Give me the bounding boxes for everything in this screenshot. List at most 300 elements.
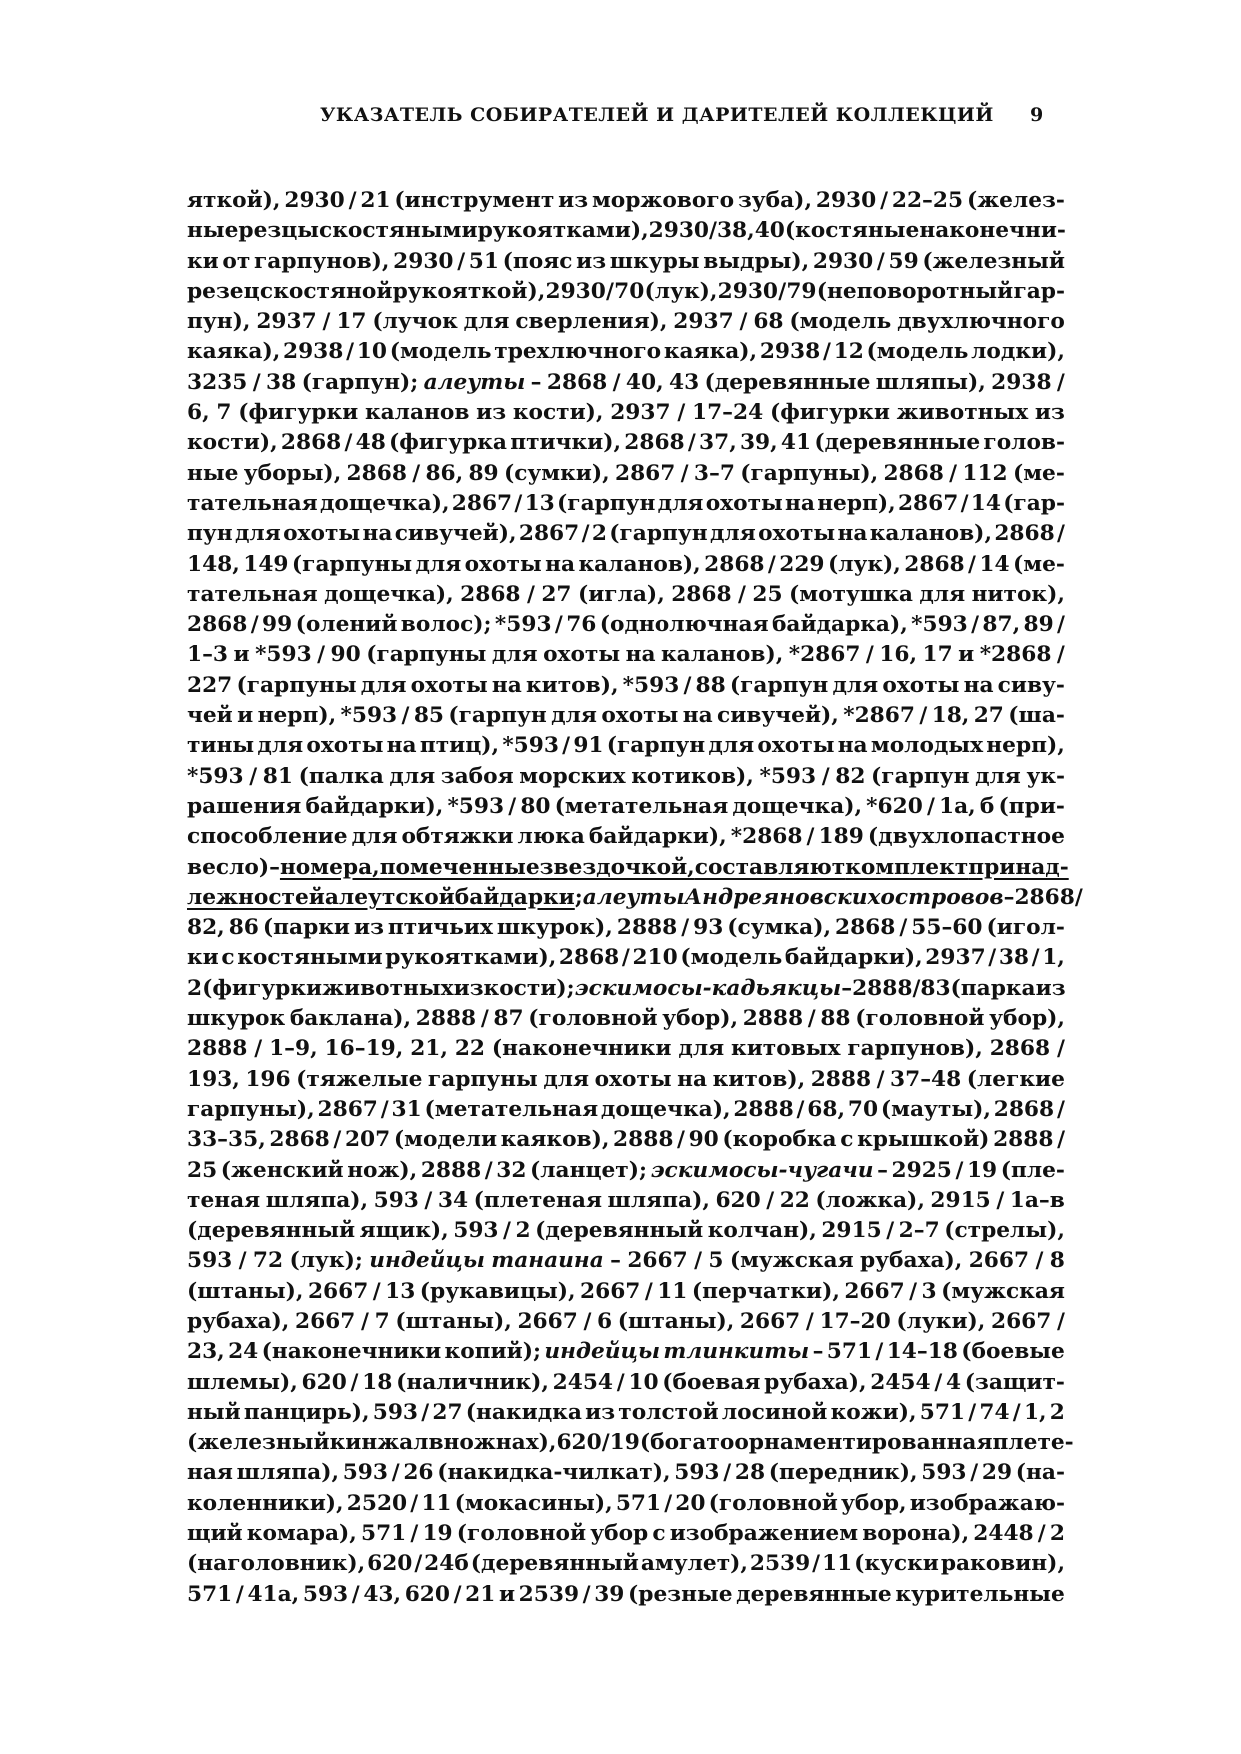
word: 2888: [616, 915, 678, 941]
word: сиву-: [997, 672, 1065, 698]
word: /: [412, 460, 421, 486]
word: *2867: [843, 703, 915, 729]
word: ук-: [1026, 763, 1065, 789]
word: 571: [826, 1339, 873, 1365]
text-line: [187, 368, 1065, 398]
word: 19: [422, 1521, 453, 1547]
word: на: [625, 642, 656, 668]
word: (гарпун: [448, 703, 547, 729]
text-line: [187, 1065, 1065, 1095]
word: сивучей),: [394, 521, 517, 547]
word: 2448: [973, 1521, 1034, 1547]
text-line: [187, 762, 1065, 792]
word: /: [899, 915, 908, 941]
text-line: [187, 671, 1065, 701]
word: для: [551, 703, 597, 729]
word: 7: [374, 1308, 390, 1334]
word: 89: [1023, 612, 1054, 638]
word: комара),: [246, 1521, 357, 1547]
word: на: [785, 490, 815, 516]
word: кости);: [483, 975, 575, 1001]
word: (гарпун: [871, 763, 970, 789]
word: птиц),: [419, 733, 500, 759]
word: кожи),: [830, 1399, 917, 1425]
word: волос);: [400, 612, 492, 638]
word: *593: [447, 793, 505, 819]
word: 18,: [931, 703, 970, 729]
word: (гарпун: [557, 490, 656, 516]
word: 2868: [624, 430, 685, 456]
word: 87: [493, 1006, 524, 1032]
word: /: [865, 642, 874, 668]
word: охоты: [283, 521, 361, 547]
word: (богато: [639, 1430, 735, 1456]
word: /: [621, 945, 630, 971]
word: /: [1056, 642, 1065, 668]
word: лежностей: [187, 884, 325, 910]
word: моржового: [591, 188, 735, 213]
word: 99: [262, 612, 293, 638]
word: шляпа),: [607, 1187, 710, 1213]
word: /: [723, 1460, 732, 1486]
word: /: [680, 460, 689, 486]
word: /: [1012, 1399, 1021, 1425]
word: 17–24: [691, 400, 764, 426]
word: 2667: [844, 1278, 905, 1304]
word: (пояс: [502, 248, 573, 274]
word: 3–7: [693, 460, 735, 486]
word: 2868: [835, 915, 896, 941]
word: дощечка),: [732, 793, 863, 819]
word: каланов),: [578, 551, 701, 577]
word: 1–9,: [269, 1036, 318, 1062]
word: 21: [465, 1581, 496, 1607]
word: /: [612, 369, 621, 395]
word: охоты: [601, 703, 679, 729]
text-line: [187, 1307, 1065, 1337]
word: 22: [454, 1036, 486, 1062]
word: /: [738, 581, 746, 607]
word: 37,: [699, 430, 737, 456]
word: из: [585, 1399, 616, 1425]
word: *593: [187, 763, 244, 789]
word: 2–7: [898, 1218, 940, 1244]
word: костяными: [332, 218, 478, 244]
word: охоты: [594, 1066, 672, 1092]
word: 2667: [580, 1278, 641, 1304]
word: (игол-: [986, 915, 1065, 941]
word: (женский: [220, 1157, 344, 1183]
text-line: [187, 1337, 1065, 1367]
word: 593: [373, 1187, 419, 1213]
word: курительные: [895, 1581, 1065, 1607]
word: байдарки),: [588, 824, 727, 850]
word: 12: [833, 339, 864, 365]
word: (мауты),: [880, 1096, 991, 1122]
word: /: [249, 763, 258, 789]
word: /: [503, 1218, 511, 1244]
word: /: [909, 1278, 918, 1304]
word: 2888: [415, 1006, 477, 1032]
word: животных: [322, 975, 454, 1001]
word: /: [805, 1308, 814, 1334]
word: (ланцет);: [529, 1157, 647, 1183]
word: 24: [228, 1339, 259, 1365]
word: рашения: [187, 793, 302, 819]
word: /: [949, 460, 958, 486]
word: /: [971, 612, 980, 638]
word: /: [880, 188, 889, 213]
word: (деревянный: [470, 1551, 639, 1577]
word: каланов),: [869, 521, 992, 547]
word: охоты: [757, 733, 835, 759]
word: /: [796, 1096, 805, 1122]
word: (ме-: [1012, 551, 1065, 577]
word: /: [1056, 369, 1065, 395]
word: 48: [355, 430, 386, 456]
word: толстой: [618, 1399, 719, 1425]
word: пун),: [187, 309, 251, 335]
word: (ме-: [1012, 460, 1065, 486]
word: /: [1056, 1036, 1065, 1062]
word: /: [1037, 1521, 1046, 1547]
word: (рукавицы),: [419, 1278, 576, 1304]
word: алеутской: [324, 884, 455, 910]
word: 2667: [990, 1308, 1052, 1334]
word: *2868: [730, 824, 803, 850]
word: из: [558, 188, 589, 213]
word: Андреяновских: [684, 884, 881, 910]
word: /: [955, 1157, 964, 1183]
word: 2937: [256, 309, 317, 335]
word: (наличник),: [396, 1369, 549, 1395]
text-line: [187, 943, 1065, 973]
word: каяка),: [663, 339, 758, 365]
word: 25: [752, 581, 783, 607]
word: 38: [266, 369, 297, 395]
word: /: [410, 1490, 419, 1516]
word: гарпунов),: [847, 1036, 983, 1062]
word: костяными: [237, 945, 383, 971]
text-line: [187, 307, 1065, 337]
word: /: [996, 1187, 1005, 1213]
text-line: [187, 1004, 1065, 1034]
text-line: [187, 1549, 1065, 1579]
word: 93: [693, 915, 724, 941]
word: индейцы: [369, 1248, 485, 1274]
word: 3: [921, 1278, 937, 1304]
word: комплект: [845, 854, 969, 880]
word: (стрелы),: [944, 1218, 1065, 1244]
text-line: [187, 610, 1065, 640]
text-line: [187, 974, 1065, 1004]
text-line: [187, 428, 1065, 458]
word: (гарпун: [606, 733, 706, 759]
word: 59: [888, 248, 919, 274]
word: (наконечники: [261, 1339, 442, 1365]
word: китов),: [525, 672, 619, 698]
word: рукояткой),: [392, 278, 546, 304]
word: 2937: [673, 309, 734, 335]
text-line: [187, 1458, 1065, 1488]
word: 18: [362, 1369, 393, 1395]
word: (гарпун: [729, 672, 829, 698]
word: 43,: [363, 1581, 402, 1607]
word: 90: [688, 1127, 719, 1153]
word: /: [677, 400, 686, 426]
word: 82,: [187, 915, 225, 941]
word: /: [912, 975, 921, 1001]
word: животных: [896, 400, 1029, 426]
word: изображаю-: [909, 1490, 1065, 1516]
word: кости),: [512, 400, 604, 426]
word: гарпунов),: [254, 248, 390, 274]
word: костяной: [273, 278, 393, 304]
word: для: [234, 521, 281, 547]
word: от: [222, 248, 251, 274]
word: охоты: [705, 490, 783, 516]
word: /: [677, 1127, 685, 1153]
word: 26: [403, 1460, 434, 1486]
word: дощечка),: [319, 490, 450, 516]
word: 1–3: [187, 642, 229, 668]
word: орнаментированная: [734, 1430, 993, 1456]
word: 2667: [517, 1308, 578, 1334]
word: 2868: [994, 521, 1055, 547]
word: танаина: [491, 1248, 604, 1274]
word: 10: [356, 339, 387, 365]
word: (мокасины),: [454, 1490, 613, 1516]
word: /: [739, 309, 748, 335]
word: 17: [336, 309, 367, 335]
word: 14: [970, 490, 1001, 516]
word: (головной: [528, 1006, 658, 1032]
word: *593: [502, 733, 559, 759]
word: 593: [453, 1218, 499, 1244]
text-line: [187, 1428, 1074, 1458]
word: /: [616, 1369, 625, 1395]
word: для: [708, 733, 755, 759]
word: /: [333, 1127, 342, 1153]
word: /: [606, 278, 614, 304]
word: охоты: [543, 642, 621, 668]
word: (железный: [187, 1430, 330, 1456]
word: (гарпуны: [366, 642, 487, 668]
word: /: [380, 1096, 389, 1122]
word: птички),: [510, 430, 622, 456]
word: 17: [922, 642, 953, 668]
word: шкурок: [187, 1006, 286, 1032]
word: (перчатки),: [691, 1278, 840, 1304]
word: 27: [973, 703, 1004, 729]
word: 620: [715, 1187, 761, 1213]
word: и: [958, 642, 975, 668]
word: шкуры: [609, 248, 700, 274]
word: уборы),: [243, 460, 342, 486]
word: убор),: [989, 1006, 1065, 1032]
text-line: [187, 216, 1065, 246]
word: байдарка),: [771, 612, 908, 638]
word: –: [530, 369, 542, 395]
word: 2938: [759, 339, 821, 365]
word: 5: [708, 1248, 724, 1274]
word: шляпы),: [875, 369, 986, 395]
word: 82: [835, 763, 866, 789]
word: 31: [391, 1096, 422, 1122]
word: на: [837, 733, 868, 759]
word: кинжал: [329, 1430, 429, 1456]
word: тлинкиты: [663, 1339, 810, 1365]
word: (двухлопастное: [867, 824, 1065, 850]
word: 2667: [295, 1308, 356, 1334]
word: (модель: [866, 339, 969, 365]
word: 620: [301, 1369, 347, 1395]
word: /: [968, 1399, 977, 1425]
text-line: [187, 1277, 1065, 1307]
word: /: [934, 1369, 943, 1395]
word: для: [975, 763, 1021, 789]
word: чей: [187, 703, 233, 729]
word: б: [979, 793, 995, 819]
word: 74: [979, 1399, 1010, 1425]
word: (легкие: [966, 1066, 1065, 1092]
word: морских: [519, 763, 626, 789]
word: и: [233, 642, 250, 668]
word: 193,: [187, 1066, 240, 1092]
word: /: [410, 1521, 419, 1547]
word: панцирь),: [243, 1399, 370, 1425]
word: номера,: [279, 854, 380, 880]
text-line: [187, 1246, 1065, 1276]
word: (штаны),: [395, 1308, 512, 1334]
word: с: [652, 1521, 666, 1547]
word: из: [353, 915, 384, 941]
word: (защит-: [964, 1369, 1065, 1395]
text-line: [187, 247, 1065, 277]
word: 2867: [518, 521, 580, 547]
word: 2888: [420, 1157, 482, 1183]
word: ниток),: [971, 581, 1065, 607]
word: (деревянные: [704, 369, 871, 395]
word: 2930: [812, 248, 874, 274]
word: убор: [590, 1521, 649, 1547]
word: *593: [911, 612, 968, 638]
word: –: [610, 1248, 621, 1274]
word: /: [480, 1006, 489, 1032]
word: 70: [847, 1096, 879, 1122]
text-line: [187, 853, 1069, 883]
word: 620: [367, 1551, 413, 1577]
word: *593: [622, 672, 680, 698]
word: (гар-: [1003, 490, 1065, 516]
word: яткой),: [187, 188, 281, 213]
word: китовых: [731, 1036, 841, 1062]
word: 1а–в: [1009, 1187, 1065, 1213]
word: 89: [468, 460, 499, 486]
word: (метательная: [424, 1096, 599, 1122]
word: 19: [966, 1157, 998, 1183]
word: /: [681, 915, 690, 941]
word: 2930: [545, 278, 606, 304]
word: /: [664, 1490, 673, 1516]
word: ки: [187, 248, 219, 274]
word: –: [1003, 884, 1015, 910]
text-line: [187, 1156, 1065, 1186]
word: 40,: [625, 369, 664, 395]
word: 40: [754, 218, 785, 244]
word: 620: [556, 1430, 602, 1456]
word: трехлючного: [494, 339, 662, 365]
word: /: [344, 430, 353, 456]
word: (модель: [389, 339, 492, 365]
word: 2868: [546, 369, 608, 395]
word: тательная: [187, 581, 318, 607]
word: 2888: [742, 1006, 804, 1032]
word: 196: [245, 1066, 291, 1092]
word: (олений: [295, 612, 398, 638]
word: колчан),: [707, 1218, 817, 1244]
word: котиков),: [631, 763, 754, 789]
word: (игла),: [577, 581, 665, 607]
word: нерп),: [986, 733, 1065, 759]
word: 2539: [749, 1551, 811, 1577]
word: 85: [413, 703, 444, 729]
word: (на-: [1015, 1460, 1065, 1486]
word: деревянные: [736, 1581, 892, 1607]
word: /: [583, 1308, 592, 1334]
word: 13: [524, 490, 555, 516]
word: (модель: [680, 945, 783, 971]
word: 2: [1049, 1521, 1065, 1547]
word: 2868: [1014, 884, 1075, 910]
word: 25: [187, 1157, 218, 1183]
word: с: [221, 945, 235, 971]
word: 593: [302, 1581, 349, 1607]
word: рубаха),: [187, 1308, 290, 1334]
word: весло): [187, 854, 270, 880]
word: (фигурки: [202, 975, 323, 1001]
word: /: [554, 612, 563, 638]
word: (луки),: [896, 1308, 986, 1334]
text-line: [187, 731, 1065, 761]
word: (наконечники: [491, 1036, 672, 1062]
word: дощечка),: [324, 581, 454, 607]
word: звездочкой,: [539, 854, 695, 880]
word: плете-: [992, 1430, 1074, 1456]
word: на: [491, 672, 522, 698]
word: (наголовник),: [187, 1551, 366, 1577]
word: 20: [675, 1490, 706, 1516]
word: /: [581, 521, 590, 547]
word: для: [463, 309, 510, 335]
word: убор,: [841, 1490, 907, 1516]
word: на: [837, 521, 868, 547]
word: 41а,: [247, 1581, 300, 1607]
word: (фигурки: [238, 400, 359, 426]
word: /: [351, 1581, 360, 1607]
word: (ша-: [1008, 703, 1065, 729]
word: /: [346, 339, 355, 365]
word: (гарпун: [609, 521, 708, 547]
word: двухлючного: [897, 309, 1065, 335]
word: /: [361, 1308, 369, 1334]
word: (мотушка: [788, 581, 913, 607]
word: /: [322, 309, 331, 335]
word: рукоятками),: [477, 218, 649, 244]
word: 14: [979, 551, 1010, 577]
word: /: [968, 551, 976, 577]
word: 2888: [852, 975, 913, 1001]
